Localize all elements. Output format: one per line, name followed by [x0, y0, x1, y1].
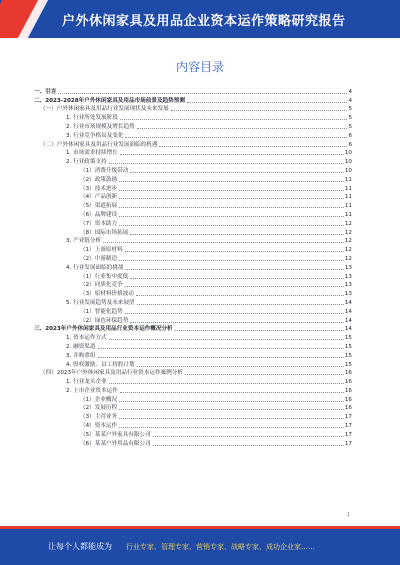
- toc-entry-label: （二）户外休闲家具及用品行业发展面临的机遇: [40, 141, 158, 148]
- toc-entry-page: 10: [344, 159, 352, 166]
- toc-entry-label: 三、2023年户外休闲家具及用品行业资本运作概况分析: [34, 326, 173, 333]
- toc-entry-page: 12: [344, 220, 352, 227]
- toc-dot-leader: [185, 374, 344, 375]
- toc-entry-page: 14: [344, 299, 352, 306]
- toc-entry-label: （2）发展历程: [80, 405, 118, 412]
- toc-dot-leader: [187, 102, 348, 103]
- toc-entry-page: 12: [344, 229, 352, 236]
- toc-entry-page: 12: [344, 255, 352, 262]
- toc-entry-page: 4: [348, 97, 352, 104]
- toc-entry-page: 13: [344, 291, 352, 298]
- toc-dot-leader: [58, 93, 347, 94]
- toc-entry[interactable]: [34, 121, 352, 130]
- toc-dot-leader: [120, 392, 344, 393]
- toc-dot-leader: [159, 146, 347, 147]
- toc-dot-leader: [153, 445, 344, 446]
- toc-entry-label: （4）资本运作: [80, 423, 118, 430]
- toc-entry-page: 14: [344, 308, 352, 315]
- toc-entry-page: 11: [344, 176, 352, 183]
- toc-dot-leader: [125, 251, 344, 252]
- toc-entry-page: 6: [348, 141, 352, 148]
- toc-entry-label: （5）某某户外家具有限公司: [80, 431, 151, 438]
- toc-entry[interactable]: [34, 209, 352, 218]
- toc-entry[interactable]: [34, 324, 352, 333]
- toc-dot-leader: [137, 366, 344, 367]
- toc-entry-label: 2. 行业政策支持: [66, 159, 107, 166]
- toc-entry-page: 5: [348, 115, 352, 122]
- toc-heading: 内容目录: [175, 60, 224, 74]
- toc-dot-leader: [153, 436, 344, 437]
- toc-entry-page: 15: [344, 352, 352, 359]
- toc-entry-label: 3. 并购重组: [66, 352, 96, 359]
- toc-entry-label: 1. 行业所处发展阶段: [66, 115, 118, 122]
- toc-entry-page: 11: [344, 194, 352, 201]
- toc-entry-page: 13: [344, 264, 352, 271]
- toc-entry-label: 5. 行业发展趋势及未来展望: [66, 299, 135, 306]
- toc-entry-label: （2）绿色环保趋势: [80, 317, 129, 324]
- toc-entry-page: 16: [344, 370, 352, 377]
- toc-entry[interactable]: [34, 95, 352, 104]
- toc-entry-label: （1）智能化趋势: [80, 308, 123, 315]
- toc-entry-label: （8）国际市场拓展: [80, 229, 129, 236]
- toc-dot-leader: [130, 234, 344, 235]
- toc-entry[interactable]: [34, 368, 352, 377]
- toc-entry-page: 10: [344, 150, 352, 157]
- toc-entry-label: 1. 行业龙头企业: [66, 379, 107, 386]
- toc-entry[interactable]: [34, 271, 352, 280]
- toc-entry-page: 16: [344, 387, 352, 394]
- toc-entry[interactable]: [34, 253, 352, 262]
- toc-entry-page: 11: [344, 185, 352, 192]
- toc-entry[interactable]: [34, 174, 352, 183]
- toc-entry[interactable]: [34, 411, 352, 420]
- toc-entry-label: （5）渠道拓展: [80, 203, 118, 210]
- toc-entry[interactable]: [34, 376, 352, 385]
- toc-entry[interactable]: [34, 148, 352, 157]
- toc-entry[interactable]: [34, 139, 352, 148]
- toc-dot-leader: [125, 313, 344, 314]
- toc-entry-label: （2）政策鼓励: [80, 176, 118, 183]
- toc-entry-page: 15: [344, 343, 352, 350]
- page-number: 1: [346, 512, 350, 518]
- toc-entry-page: 17: [344, 414, 352, 421]
- toc-entry[interactable]: [34, 420, 352, 429]
- footer-slogan: 让每个人都能成为: [48, 542, 112, 551]
- toc-entry-page: 13: [344, 282, 352, 289]
- toc-entry[interactable]: [34, 112, 352, 121]
- table-of-contents: [34, 86, 352, 447]
- toc-entry-page: 16: [344, 379, 352, 386]
- toc-dot-leader: [119, 190, 344, 191]
- toc-dot-leader: [125, 137, 347, 138]
- toc-dot-leader: [119, 207, 344, 208]
- toc-dot-leader: [130, 172, 344, 173]
- toc-entry[interactable]: [34, 429, 352, 438]
- toc-entry-label: 4. 行业发展面临的挑战: [66, 264, 124, 271]
- toc-entry-page: 15: [344, 335, 352, 342]
- report-header: [0, 0, 400, 38]
- toc-entry[interactable]: [34, 394, 352, 403]
- toc-entry[interactable]: [34, 297, 352, 306]
- toc-dot-leader: [119, 427, 344, 428]
- toc-entry-page: 16: [344, 405, 352, 412]
- toc-entry[interactable]: [34, 341, 352, 350]
- report-footer: [0, 526, 400, 565]
- toc-entry[interactable]: [34, 385, 352, 394]
- toc-entry-page: 4: [348, 88, 352, 95]
- toc-entry-page: 14: [344, 317, 352, 324]
- toc-entry-page: 17: [344, 440, 352, 447]
- toc-entry-page: 16: [344, 396, 352, 403]
- toc-entry[interactable]: [34, 262, 352, 271]
- toc-entry[interactable]: [34, 359, 352, 368]
- toc-entry[interactable]: [34, 306, 352, 315]
- toc-entry[interactable]: [34, 288, 352, 297]
- toc-entry-label: 一、引言: [34, 88, 57, 95]
- report-title: 户外休闲家具及用品企业资本运作策略研究报告: [62, 14, 346, 29]
- toc-entry-label: （3）主营业务: [80, 414, 118, 421]
- toc-entry-label: （2）同质化竞争: [80, 282, 123, 289]
- toc-entry-page: 10: [344, 167, 352, 174]
- toc-dot-leader: [119, 216, 344, 217]
- toc-entry-label: （1）消费升级带动: [80, 167, 129, 174]
- toc-entry-page: 14: [344, 326, 352, 333]
- toc-entry[interactable]: [34, 130, 352, 139]
- toc-entry-label: 二、2023-2028年户外休闲家具及用品市场前景及趋势预测: [34, 97, 185, 104]
- toc-entry-label: （1）行业集中度低: [80, 273, 129, 280]
- toc-entry-label: 3. 行业竞争格局及变化: [66, 132, 124, 139]
- toc-dot-leader: [175, 330, 344, 331]
- toc-entry[interactable]: [34, 104, 352, 113]
- toc-dot-leader: [98, 348, 344, 349]
- toc-entry-page: 11: [344, 211, 352, 218]
- toc-dot-leader: [119, 181, 344, 182]
- toc-entry-label: 4. 股权激励、员工持股计划: [66, 361, 135, 368]
- toc-entry-page: 6: [348, 132, 352, 139]
- toc-entry[interactable]: [34, 200, 352, 209]
- toc-dot-leader: [109, 163, 344, 164]
- toc-dot-leader: [119, 418, 344, 419]
- toc-entry-page: 17: [344, 423, 352, 430]
- toc-entry-label: 2. 上市企业资本运作: [66, 387, 118, 394]
- toc-entry[interactable]: [34, 350, 352, 359]
- toc-entry[interactable]: [34, 244, 352, 253]
- toc-dot-leader: [109, 383, 344, 384]
- toc-entry-label: （6）品牌建设: [80, 211, 118, 218]
- toc-entry-label: 1. 市场需求持续增长: [66, 150, 118, 157]
- toc-entry[interactable]: [34, 236, 352, 245]
- toc-entry-label: 3. 产业链分析: [66, 238, 102, 245]
- toc-dot-leader: [125, 269, 343, 270]
- footer-tagline: 行业专家、管理专家、营销专家、战略专家、成功企业家……: [126, 543, 315, 551]
- toc-entry-page: 5: [348, 123, 352, 130]
- toc-dot-leader: [98, 357, 344, 358]
- toc-dot-leader: [119, 225, 344, 226]
- toc-entry-page: 15: [344, 361, 352, 368]
- toc-dot-leader: [171, 110, 348, 111]
- toc-entry-label: （1）上游原材料: [80, 247, 123, 254]
- toc-entry[interactable]: [34, 227, 352, 236]
- toc-entry-label: （一）户外休闲家具及用品行业发展现状及未来发展: [40, 106, 169, 113]
- toc-entry-page: 11: [344, 203, 352, 210]
- toc-entry[interactable]: [34, 438, 352, 447]
- toc-entry-label: （7）资本助力: [80, 220, 118, 227]
- toc-entry-label: 2. 行业市场规模及增长趋势: [66, 123, 135, 130]
- toc-entry[interactable]: [34, 218, 352, 227]
- toc-entry[interactable]: [34, 403, 352, 412]
- toc-entry[interactable]: [34, 332, 352, 341]
- toc-dot-leader: [137, 304, 344, 305]
- toc-entry-page: 5: [348, 106, 352, 113]
- toc-entry[interactable]: [34, 280, 352, 289]
- toc-dot-leader: [136, 295, 344, 296]
- toc-entry-label: 2. 融资渠道: [66, 343, 96, 350]
- toc-dot-leader: [119, 409, 344, 410]
- toc-entry-label: 1. 资本运作方式: [66, 335, 107, 342]
- toc-dot-leader: [130, 278, 344, 279]
- toc-entry[interactable]: [34, 315, 352, 324]
- toc-entry-page: 12: [344, 238, 352, 245]
- toc-entry-page: 13: [344, 273, 352, 280]
- toc-entry-label: （四）2023年户外休闲家具及用品行业资本运作案例分析: [40, 370, 183, 377]
- toc-dot-leader: [120, 154, 344, 155]
- toc-dot-leader: [125, 286, 344, 287]
- footer-red-stripe: [0, 526, 400, 529]
- toc-dot-leader: [103, 242, 344, 243]
- toc-entry-page: 12: [344, 247, 352, 254]
- toc-dot-leader: [119, 260, 344, 261]
- toc-entry[interactable]: [34, 86, 352, 95]
- toc-dot-leader: [137, 128, 348, 129]
- toc-entry-label: （4）产品创新: [80, 194, 118, 201]
- toc-entry[interactable]: [34, 183, 352, 192]
- toc-entry[interactable]: [34, 156, 352, 165]
- toc-entry-label: （2）中游制造: [80, 255, 118, 262]
- toc-dot-leader: [109, 339, 344, 340]
- toc-dot-leader: [119, 198, 344, 199]
- toc-dot-leader: [119, 401, 344, 402]
- toc-dot-leader: [120, 119, 348, 120]
- toc-entry-label: （6）某某户外用品有限公司: [80, 440, 151, 447]
- toc-entry-label: （3）原材料价格波动: [80, 291, 134, 298]
- toc-dot-leader: [130, 322, 344, 323]
- toc-entry-label: （1）企业概况: [80, 396, 118, 403]
- toc-entry-label: （3）技术进步: [80, 185, 118, 192]
- toc-entry[interactable]: [34, 165, 352, 174]
- toc-entry-page: 17: [344, 431, 352, 438]
- toc-entry[interactable]: [34, 192, 352, 201]
